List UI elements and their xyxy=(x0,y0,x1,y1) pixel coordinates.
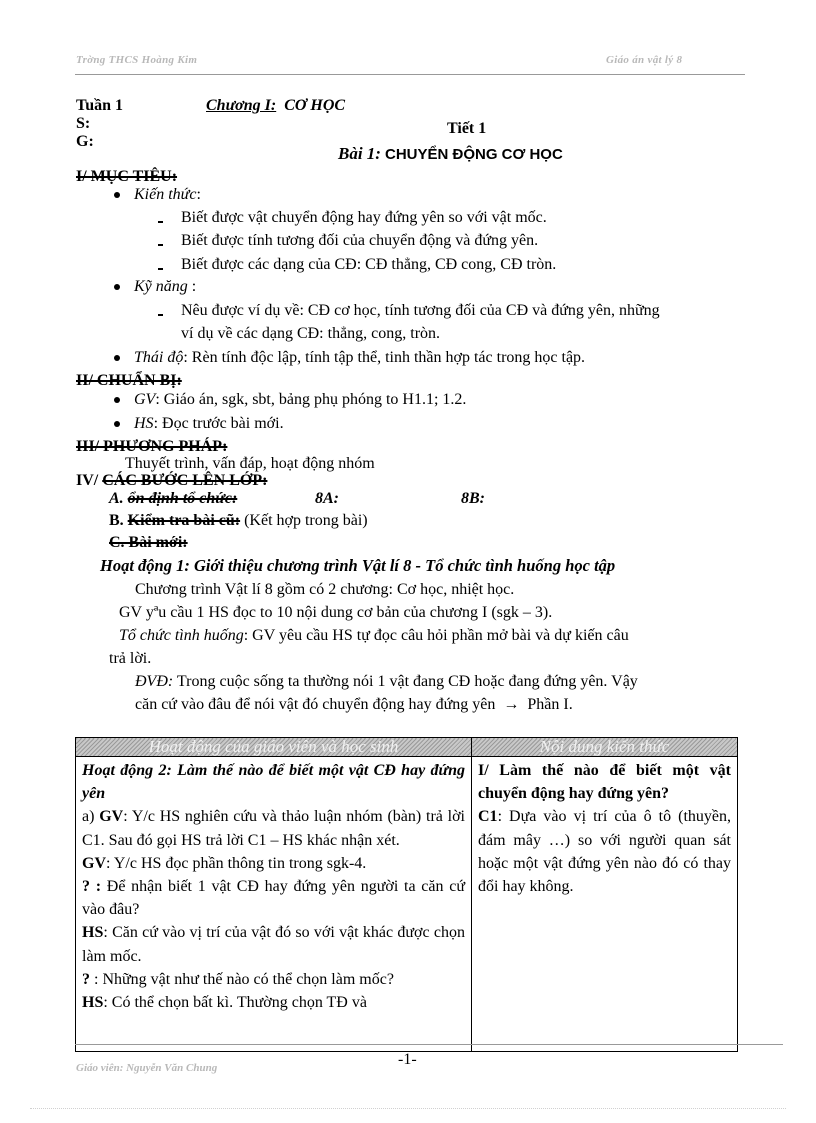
header-school: Trờng THCS Hoàng Kim xyxy=(76,54,198,66)
chapter-title: CƠ HỌC xyxy=(284,97,346,114)
preparation-heading: II/ CHUẨN BỊ: xyxy=(76,372,182,389)
teacher-activity-cell xyxy=(76,757,472,1052)
steps-title: CÁC BƯỚC LÊN LỚP: xyxy=(102,472,268,489)
table-row xyxy=(76,757,738,1052)
q2-label: ? xyxy=(82,970,90,988)
period-label: Tiết 1 xyxy=(447,120,487,137)
week-label: Tuần 1 xyxy=(76,97,123,114)
dvd-text2: căn cứ vào đâu để nói vật đó chuyển động hay đứng yên xyxy=(135,696,496,713)
step-a-title: ổn định tổ chức: xyxy=(127,490,238,507)
skills-item: Nêu được ví dụ về: CĐ cơ học, tính tương đối của CĐ và đứng yên, những xyxy=(181,302,660,319)
step-a-label: A. xyxy=(109,490,128,507)
hs1-label: HS xyxy=(82,924,104,942)
q2-paragraph xyxy=(82,968,465,991)
dvd-text: Trong cuộc sống ta thường nói 1 vật đang CĐ hoặc đang đứng yên. Vậy xyxy=(173,673,638,690)
hs1-text: : Căn cứ vào vị trí của vật đó so với vật khác được chọn làm mốc. xyxy=(82,924,465,965)
dash-icon xyxy=(158,221,163,223)
knowledge-item: Biết được tính tương đối của chuyển động và đứng yên. xyxy=(181,232,539,249)
activity1-title: Hoạt động 1: Giới thiệu chương trình Vật lí 8 - Tổ chức tình huống học tập xyxy=(100,556,616,575)
gv1-paragraph xyxy=(82,805,465,851)
steps-heading xyxy=(76,471,267,491)
gv2-text: : Y/c HS đọc phần thông tin trong sgk-4. xyxy=(106,854,367,872)
footer-rule xyxy=(75,1044,783,1045)
page-bottom-border xyxy=(30,1108,786,1109)
page-number: -1- xyxy=(398,1051,417,1068)
arrow-right-icon: → xyxy=(503,696,520,713)
dash-icon xyxy=(158,268,163,270)
hs2-paragraph xyxy=(82,991,465,1014)
knowledge-item: Biết được các dạng của CĐ: CĐ thẳng, CĐ cong, CĐ tròn. xyxy=(181,256,557,273)
activity1-line2: GV yªu cầu 1 HS đọc to 10 nội dung cơ bản của chương I (sgk – 3). xyxy=(119,604,553,621)
chapter-heading xyxy=(206,96,345,116)
hs-text: : Đọc trước bài mới. xyxy=(153,415,284,432)
bullet-icon xyxy=(114,421,120,427)
dvd-line2 xyxy=(135,695,573,715)
q2-text: : Những vật như thế nào có thể chọn làm mốc? xyxy=(90,970,394,988)
chapter-label: Chương I: xyxy=(206,97,277,114)
step-c: C. Bài mới: xyxy=(109,534,188,551)
section-i-title: I/ Làm thế nào để biết một vật chuyển động hay đứng yên? xyxy=(478,762,731,803)
gv-label: GV xyxy=(134,391,156,408)
skills-item-continued: ví dụ về các dạng CĐ: thẳng, cong, tròn. xyxy=(181,325,441,342)
col-teacher-header: Hoạt động của giáo viên và học sinh xyxy=(76,738,472,757)
knowledge-label: Kiến thức xyxy=(134,186,197,203)
step-b-note: (Kết hợp trong bài) xyxy=(240,512,368,529)
hs2-text: : Có thể chọn bất kì. Thường chọn TĐ và xyxy=(103,994,367,1012)
attitude-line xyxy=(134,348,585,368)
skills-label-line xyxy=(134,277,196,297)
activity1-line1: Chương trình Vật lí 8 gồm có 2 chương: Cơ học, nhiệt học. xyxy=(135,581,515,598)
dvd-end: Phần I. xyxy=(527,696,573,713)
lesson-name: CHUYỂN ĐỘNG CƠ HỌC xyxy=(384,146,563,163)
skills-colon: : xyxy=(187,278,197,295)
method-heading: III/ PHƯƠNG PHÁP: xyxy=(76,438,228,455)
gv-text: : Giáo án, sgk, sbt, bảng phụ phóng to H1.1; 1.2. xyxy=(155,391,467,408)
gv1-label: GV xyxy=(99,808,124,826)
bullet-icon xyxy=(114,397,120,403)
g-label: G: xyxy=(76,133,94,150)
method-text: Thuyết trình, vấn đáp, hoạt động nhóm xyxy=(125,455,375,472)
a-prefix: a) xyxy=(82,808,100,826)
q1-paragraph xyxy=(82,875,465,921)
lesson-title xyxy=(338,144,563,164)
knowledge-content-cell xyxy=(472,757,738,1052)
hs-preparation xyxy=(134,414,284,434)
situation-line xyxy=(119,626,629,646)
knowledge-item: Biết được vật chuyển động hay đứng yên so với vật mốc. xyxy=(181,209,547,226)
gv-preparation xyxy=(134,390,466,410)
hs2-label: HS xyxy=(82,994,104,1012)
c1-text: : Dựa vào vị trí của ô tô (thuyền, đám mây …) so với người quan sát hoặc một vật đứng yên nào đó có thay đổi hay không. xyxy=(478,808,731,896)
bullet-icon xyxy=(114,355,120,361)
gv2-label: GV xyxy=(82,854,106,872)
lesson-table xyxy=(75,737,738,1052)
bullet-icon xyxy=(114,284,120,290)
q1-text: Để nhận biết 1 vật CĐ hay đứng yên người ta căn cứ vào đâu? xyxy=(82,878,466,919)
class-8a: 8A: xyxy=(315,490,339,507)
situation-line2: trả lời. xyxy=(109,650,152,667)
col-content-header: Nội dung kiến thức xyxy=(472,738,738,757)
gv2-paragraph xyxy=(82,852,465,875)
step-b xyxy=(109,511,368,531)
gv1-text: : Y/c HS nghiên cứu và thảo luận nhóm (bàn) trả lời C1. Sau đó gọi HS trả lời C1 – HS khác nhận xét. xyxy=(82,808,465,849)
dash-icon xyxy=(158,314,163,316)
hs1-paragraph xyxy=(82,921,465,967)
dvd-label: ĐVĐ: xyxy=(135,673,174,690)
c1-paragraph xyxy=(478,805,731,898)
header-rule xyxy=(75,74,745,75)
c1-label: C1 xyxy=(478,808,498,826)
lesson-label: Bài 1: xyxy=(338,144,381,163)
knowledge-label-line xyxy=(134,185,201,205)
step-a xyxy=(109,489,237,509)
bullet-icon xyxy=(114,192,120,198)
attitude-text: : Rèn tính độc lập, tính tập thể, tinh thần hợp tác trong học tập. xyxy=(183,349,586,366)
activity2-title: Hoạt động 2: Làm thế nào để biết một vật CĐ hay đứng yên xyxy=(82,762,465,803)
s-label: S: xyxy=(76,115,91,132)
q1-label: ? : xyxy=(82,878,102,896)
dash-icon xyxy=(158,244,163,246)
situation-label: Tổ chức tình huống xyxy=(119,627,244,644)
hs-label: HS xyxy=(134,415,154,432)
table-header-row xyxy=(76,738,738,757)
attitude-label: Thái độ xyxy=(134,349,184,366)
class-8b: 8B: xyxy=(461,490,485,507)
step-b-title: Kiểm tra bài cũ: xyxy=(127,512,241,529)
situation-text: : GV yêu cầu HS tự đọc câu hỏi phần mở bài và dự kiến câu xyxy=(243,627,629,644)
steps-prefix: IV/ xyxy=(76,472,103,489)
step-b-label: B. xyxy=(109,512,128,529)
header-course: Giáo án vật lý 8 xyxy=(606,54,683,66)
skills-label: Kỹ năng xyxy=(134,278,188,295)
footer-teacher: Giáo viên: Nguyễn Văn Chung xyxy=(76,1062,218,1074)
objectives-heading: I/ MỤC TIÊU: xyxy=(76,168,178,185)
knowledge-colon: : xyxy=(196,186,201,203)
dvd-line xyxy=(135,672,638,692)
